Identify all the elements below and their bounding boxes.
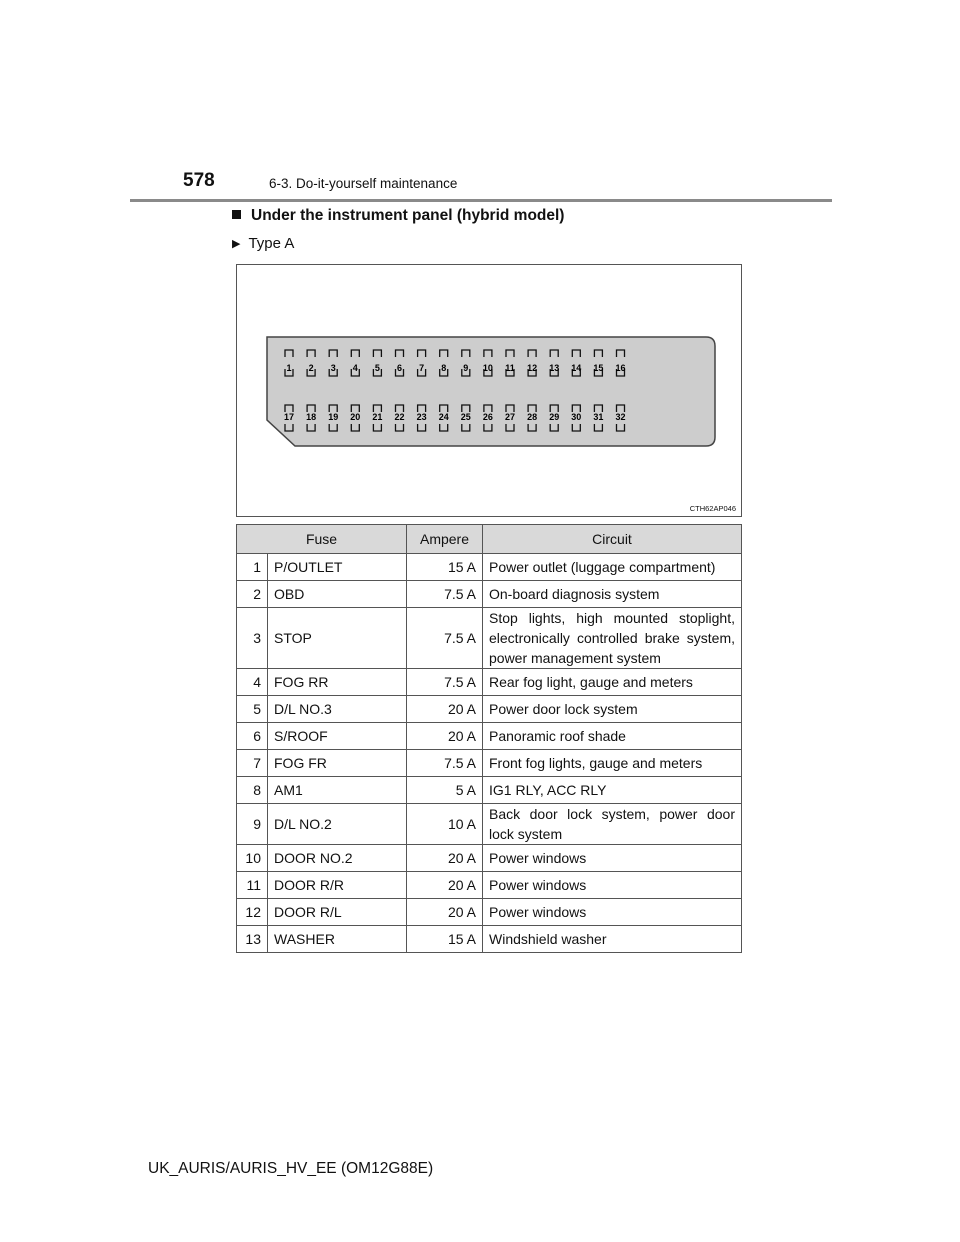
fuse-ampere: 20 A: [407, 845, 483, 872]
fuse-name: WASHER: [268, 926, 407, 953]
fuse-circuit: Panoramic roof shade: [483, 723, 742, 750]
fuse-slot-number: 27: [504, 412, 516, 422]
fuse-slot-number: 28: [527, 412, 538, 422]
fuse-slot-number: 17: [283, 412, 295, 422]
fuse-number: 13: [237, 926, 268, 953]
table-row: [237, 581, 742, 608]
fuse-number: 10: [237, 845, 268, 872]
fuse-name: OBD: [268, 581, 407, 608]
table-row: [237, 926, 742, 953]
footer-doc-code: UK_AURIS/AURIS_HV_EE (OM12G88E): [148, 1160, 434, 1177]
fuse-circuit: Front fog lights, gauge and meters: [483, 750, 742, 777]
fuse-ampere: 20 A: [407, 899, 483, 926]
fuse-slot-number: 32: [615, 412, 626, 422]
fuse-slot-number: 13: [549, 363, 560, 373]
page-number: 578: [183, 170, 215, 191]
fuse-circuit: Power windows: [483, 899, 742, 926]
fuse-slot-number: 20: [350, 412, 361, 422]
fuse-ampere: 15 A: [407, 554, 483, 581]
triangle-right-icon: ▶: [232, 238, 241, 250]
diagram-code: CTH62AP046: [689, 504, 736, 513]
fuse-name: P/OUTLET: [268, 554, 407, 581]
fuse-name: FOG RR: [268, 669, 407, 696]
subheading-text: Type A: [248, 235, 295, 252]
fuse-name: AM1: [268, 777, 407, 804]
table-header-row: [237, 525, 742, 554]
fuse-number: 12: [237, 899, 268, 926]
fuse-circuit: Rear fog light, gauge and meters: [483, 669, 742, 696]
fuse-slot-number: 24: [438, 412, 449, 422]
fuse-name: D/L NO.3: [268, 696, 407, 723]
fuse-name: DOOR R/L: [268, 899, 407, 926]
fuse-circuit: Power windows: [483, 845, 742, 872]
fuse-slot-number: 21: [372, 412, 383, 422]
fuse-slot-number: 16: [615, 363, 626, 373]
fuse-number: 2: [237, 581, 268, 608]
fuse-slot-number: 31: [593, 412, 604, 422]
table-row: [237, 723, 742, 750]
fuse-slot-number: 6: [396, 363, 403, 373]
fuse-circuit: Stop lights, high mounted stoplight, electronically controlled brake system, power management system: [483, 608, 742, 669]
heading-text: Under the instrument panel (hybrid model): [251, 207, 565, 224]
table-row: [237, 669, 742, 696]
fuse-circuit: Power windows: [483, 872, 742, 899]
fuse-box-outline: [267, 337, 715, 446]
section-title: 6-3. Do-it-yourself maintenance: [269, 176, 458, 191]
fuse-box-diagram: [236, 264, 742, 517]
fuse-ampere: 20 A: [407, 696, 483, 723]
header-circuit: Circuit: [483, 525, 742, 554]
fuse-name: FOG FR: [268, 750, 407, 777]
fuse-name: DOOR R/R: [268, 872, 407, 899]
fuse-ampere: 20 A: [407, 723, 483, 750]
fuse-slot-number: 2: [308, 363, 314, 373]
fuse-number: 1: [237, 554, 268, 581]
table-row: [237, 608, 742, 669]
fuse-slot-number: 25: [460, 412, 471, 422]
table-body: [237, 554, 742, 953]
table-row: [237, 777, 742, 804]
fuse-number: 3: [237, 608, 268, 669]
fuse-ampere: 7.5 A: [407, 581, 483, 608]
fuse-slot-number: 26: [482, 412, 493, 422]
fuse-slot-number: 29: [549, 412, 560, 422]
fuse-ampere: 10 A: [407, 804, 483, 845]
table-row: [237, 554, 742, 581]
fuse-circuit: Power outlet (luggage compartment): [483, 554, 742, 581]
header-ampere: Ampere: [407, 525, 483, 554]
fuse-ampere: 20 A: [407, 872, 483, 899]
fuse-slot-number: 9: [463, 363, 469, 373]
fuse-slot-number: 1: [286, 363, 292, 373]
fuse-ampere: 15 A: [407, 926, 483, 953]
fuse-name: DOOR NO.2: [268, 845, 407, 872]
fuse-box-illustration: [237, 265, 741, 516]
fuse-slot-number: 18: [306, 412, 317, 422]
fuse-table: [236, 524, 742, 953]
fuse-ampere: 5 A: [407, 777, 483, 804]
fuse-slot-number: 19: [328, 412, 339, 422]
fuse-circuit: Power door lock system: [483, 696, 742, 723]
sub-heading: [232, 235, 294, 252]
fuse-slot-number: 10: [482, 363, 493, 373]
fuse-name: S/ROOF: [268, 723, 407, 750]
table-row: [237, 804, 742, 845]
fuse-number: 5: [237, 696, 268, 723]
fuse-number: 7: [237, 750, 268, 777]
fuse-circuit: IG1 RLY, ACC RLY: [483, 777, 742, 804]
fuse-slot-number: 4: [352, 363, 358, 373]
fuse-slot-number: 30: [571, 412, 582, 422]
fuse-slot-number: 22: [394, 412, 405, 422]
fuse-circuit: On-board diagnosis system: [483, 581, 742, 608]
section-heading: [232, 207, 564, 225]
header-fuse: Fuse: [237, 525, 407, 554]
fuse-ampere: 7.5 A: [407, 608, 483, 669]
table-row: [237, 750, 742, 777]
square-bullet-icon: [232, 210, 241, 219]
fuse-circuit: Back door lock system, power door lock system: [483, 804, 742, 845]
fuse-slot-number: 12: [527, 363, 538, 373]
header-divider: [130, 199, 832, 202]
fuse-name: STOP: [268, 608, 407, 669]
fuse-number: 11: [237, 872, 268, 899]
fuse-slot-number: 8: [441, 363, 447, 373]
fuse-slot-number: 15: [593, 363, 604, 373]
table-row: [237, 845, 742, 872]
fuse-slot-number: 3: [330, 363, 336, 373]
table-row: [237, 696, 742, 723]
fuse-slot-number: 23: [416, 412, 427, 422]
fuse-slot-number: 5: [374, 363, 380, 373]
fuse-number: 4: [237, 669, 268, 696]
fuse-name: D/L NO.2: [268, 804, 407, 845]
fuse-slot-number: 11: [505, 363, 515, 373]
fuse-ampere: 7.5 A: [407, 669, 483, 696]
fuse-slot-number: 7: [419, 363, 425, 373]
fuse-number: 9: [237, 804, 268, 845]
table-row: [237, 872, 742, 899]
fuse-slot-number: 14: [571, 363, 582, 373]
fuse-number: 6: [237, 723, 268, 750]
fuse-circuit: Windshield washer: [483, 926, 742, 953]
fuse-number: 8: [237, 777, 268, 804]
table-row: [237, 899, 742, 926]
fuse-ampere: 7.5 A: [407, 750, 483, 777]
